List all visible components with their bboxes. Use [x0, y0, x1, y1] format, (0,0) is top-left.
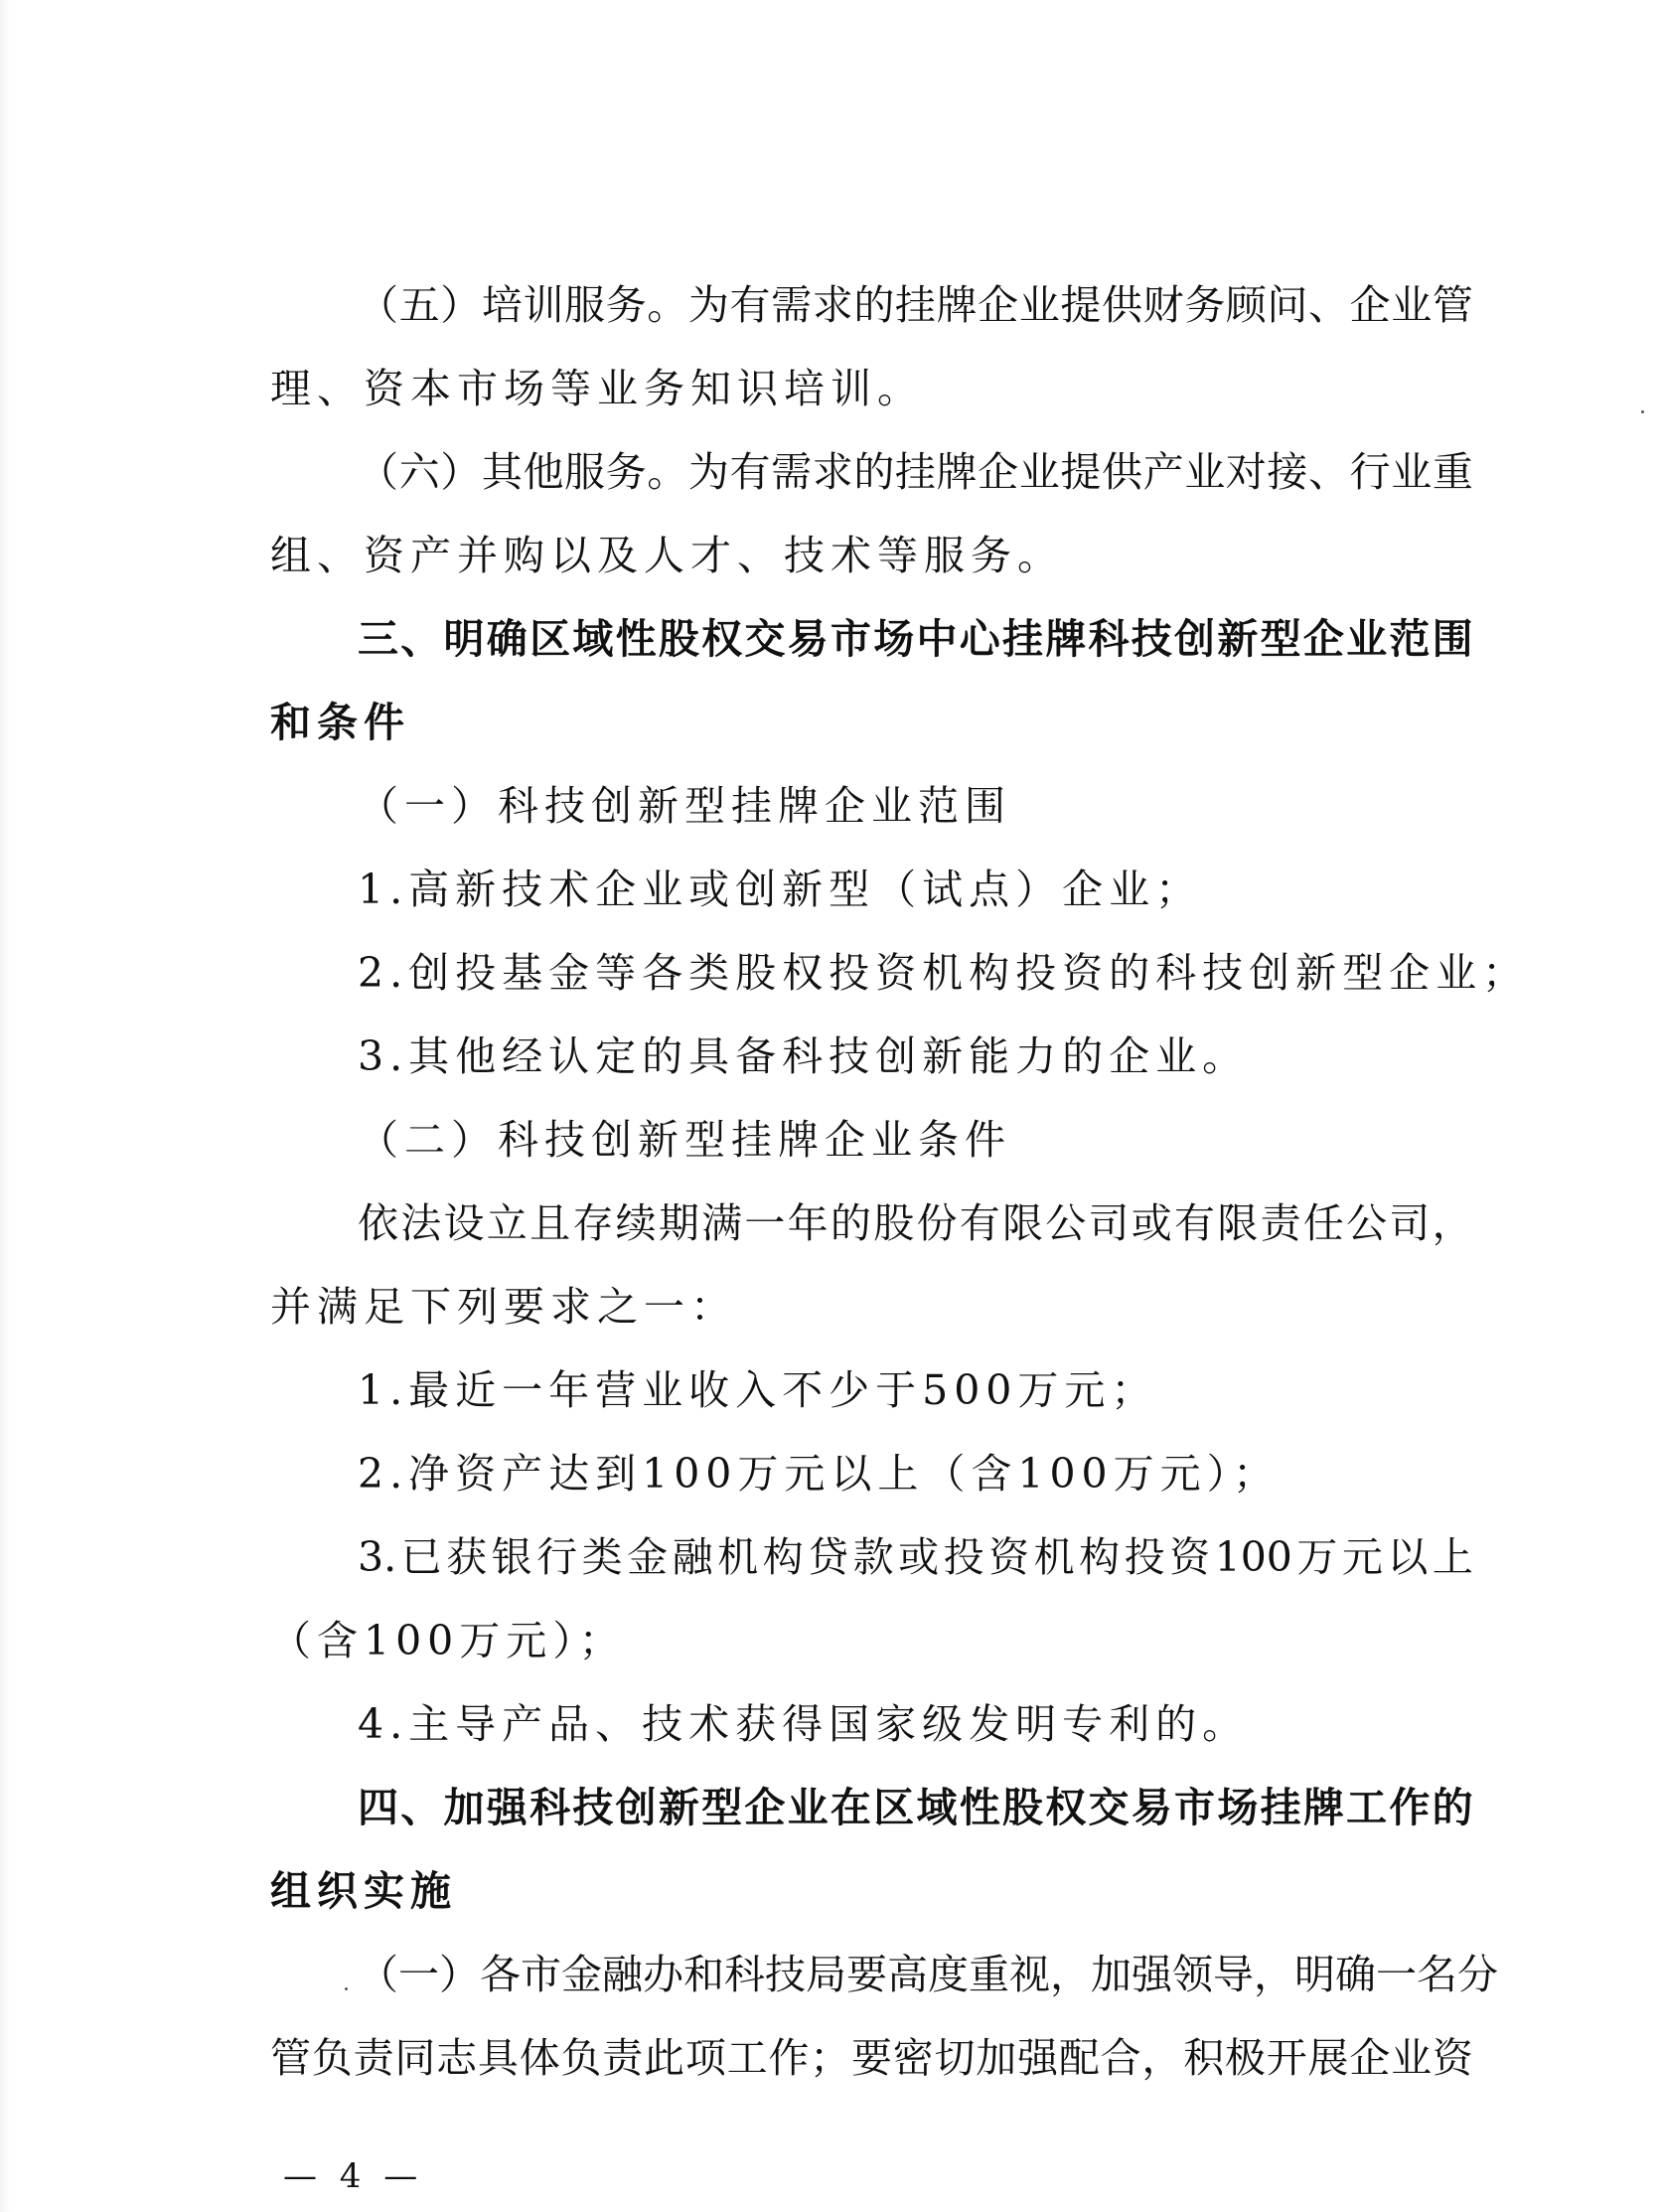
- text-line: 理、资本市场等业务知识培训。: [270, 365, 924, 412]
- section-heading: 三 、 明 确 区 域 性 股 权 交 易 市 场 中 心 挂 牌 科 技 创 新 型 企 业 范 围: [358, 615, 1473, 663]
- section-heading: 四 、 加 强 科 技 创 新 型 企 业 在 区 域 性 股 权 交 易 市 场 挂 牌 工 作 的: [358, 1784, 1473, 1831]
- list-item: 1.最近一年营业收入不少于500万元；: [358, 1366, 1158, 1414]
- scan-speck: [1641, 410, 1644, 413]
- section-heading-cont: 组织实施: [270, 1867, 457, 1915]
- text-line: 组、资产并购以及人才、技术等服务。: [270, 532, 1064, 579]
- text-line-justified: （ 一 ） 各 市 金 融 办 和 科 技 局 要 高 度 重 视 ， 加 强 领 导 ， 明 确 一 名 分: [358, 1951, 1498, 1998]
- page-number: — 4 —: [283, 2156, 424, 2196]
- list-item: 2.创投基金等各类股权投资机构投资的科技创新型企业；: [358, 949, 1530, 997]
- text-line-justified: （ 六 ） 其 他 服 务 。 为 有 需 求 的 挂 牌 企 业 提 供 产 业 对 接 、 行 业 重: [358, 448, 1473, 496]
- list-item-justified: 3. 已 获 银 行 类 金 融 机 构 贷 款 或 投 资 机 构 投 资 100 万 元 以 上: [358, 1533, 1473, 1581]
- subsection-heading: （一）科技创新型挂牌企业范围: [358, 782, 1011, 830]
- list-item: 4.主导产品、技术获得国家级发明专利的。: [358, 1700, 1250, 1748]
- section-heading-cont: 和条件: [270, 699, 410, 746]
- text-line: 并满足下列要求之一：: [270, 1283, 737, 1331]
- scan-speck: [345, 1987, 348, 1990]
- text-line: （含100万元）；: [270, 1617, 626, 1664]
- text-line-justified: 管 负 责 同 志 具 体 负 责 此 项 工 作 ； 要 密 切 加 强 配 合 ， 积 极 开 展 企 业 资: [270, 2034, 1473, 2082]
- list-item: 1.高新技术企业或创新型（试点）企业；: [358, 866, 1203, 913]
- list-item: 3.其他经认定的具备科技创新能力的企业。: [358, 1032, 1250, 1080]
- subsection-heading: （二）科技创新型挂牌企业条件: [358, 1116, 1011, 1164]
- text-line-justified: 依 法 设 立 且 存 续 期 满 一 年 的 股 份 有 限 公 司 或 有 限 责 任 公 司 ，: [358, 1199, 1473, 1247]
- list-item: 2.净资产达到100万元以上（含100万元）；: [358, 1450, 1281, 1498]
- text-line-justified: （ 五 ） 培 训 服 务 。 为 有 需 求 的 挂 牌 企 业 提 供 财 务 顾 问 、 企 业 管: [358, 281, 1473, 329]
